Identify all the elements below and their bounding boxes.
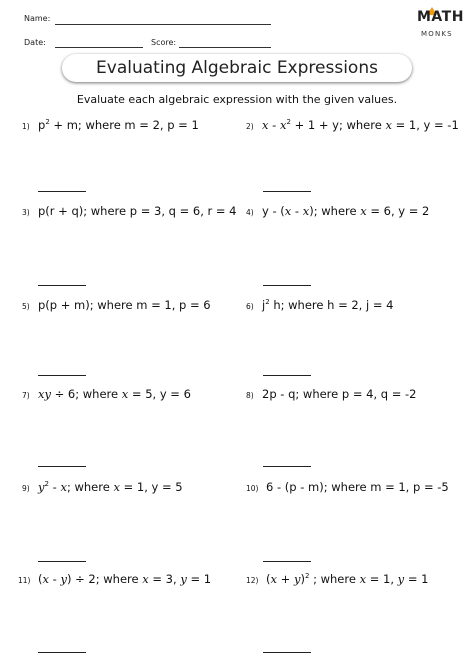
answer-line-3[interactable] [38, 285, 86, 286]
problem-expression: p(r + q); where p = 3, q = 6, r = 4 [38, 204, 237, 218]
problem-number: 5) [22, 302, 30, 311]
title-banner [62, 54, 412, 82]
problem-expression: xy ÷ 6; where x = 5, y = 6 [38, 387, 191, 401]
answer-line-7[interactable] [38, 466, 86, 467]
problem-number: 11) [18, 576, 31, 585]
instructions: Evaluate each algebraic expression with the given values. [76, 93, 398, 106]
date-field[interactable] [55, 47, 143, 48]
page-title: Evaluating Algebraic Expressions [96, 58, 378, 78]
problem-expression: $p^2 + m$; where m = 2, p = 1 [38, 118, 199, 132]
name-label: Name: [24, 14, 51, 23]
problem-expression: (x - y) ÷ 2; where x = 3, y = 1 [38, 572, 212, 586]
problem-expression: $y^2$ - x; where x = 1, y = 5 [38, 480, 183, 494]
problem-number: 12) [246, 576, 259, 585]
answer-line-9[interactable] [38, 561, 86, 562]
problem-number: 3) [22, 208, 30, 217]
score-field[interactable] [179, 47, 271, 48]
problem-expression: $(x + y)^2$ ; where x = 1, y = 1 [266, 572, 429, 586]
problem-number: 6) [246, 302, 254, 311]
logo-sub-text: MONKS [421, 30, 453, 38]
problem-expression: y - (x - x); where x = 6, y = 2 [262, 204, 430, 218]
problem-number: 7) [22, 391, 30, 400]
score-label: Score: [151, 38, 177, 47]
problem-number: 1) [22, 122, 30, 131]
answer-line-10[interactable] [263, 561, 311, 562]
problem-expression: 2p - q; where p = 4, q = -2 [262, 387, 417, 401]
problem-number: 2) [246, 122, 254, 131]
name-field[interactable] [55, 24, 271, 25]
answer-line-2[interactable] [263, 191, 311, 192]
answer-line-12[interactable] [263, 652, 311, 653]
problem-number: 8) [246, 391, 254, 400]
logo-main-text: MATH [417, 9, 464, 25]
answer-line-1[interactable] [38, 191, 86, 192]
problem-expression: p(p + m); where m = 1, p = 6 [38, 298, 211, 312]
problem-expression: 6 - (p - m); where m = 1, p = -5 [266, 480, 449, 494]
answer-line-5[interactable] [38, 375, 86, 376]
problem-expression: $j^2$ h; where h = 2, j = 4 [262, 298, 394, 312]
problem-number: 10) [246, 484, 259, 493]
date-label: Date: [24, 38, 46, 47]
answer-line-4[interactable] [263, 285, 311, 286]
answer-line-6[interactable] [263, 375, 311, 376]
math-monks-logo [417, 9, 467, 49]
problem-number: 4) [246, 208, 254, 217]
problem-number: 9) [22, 484, 30, 493]
problem-expression: $x - x^2 + 1 + y$; where x = 1, y = -1 [262, 118, 459, 132]
answer-line-8[interactable] [263, 466, 311, 467]
answer-line-11[interactable] [38, 652, 86, 653]
